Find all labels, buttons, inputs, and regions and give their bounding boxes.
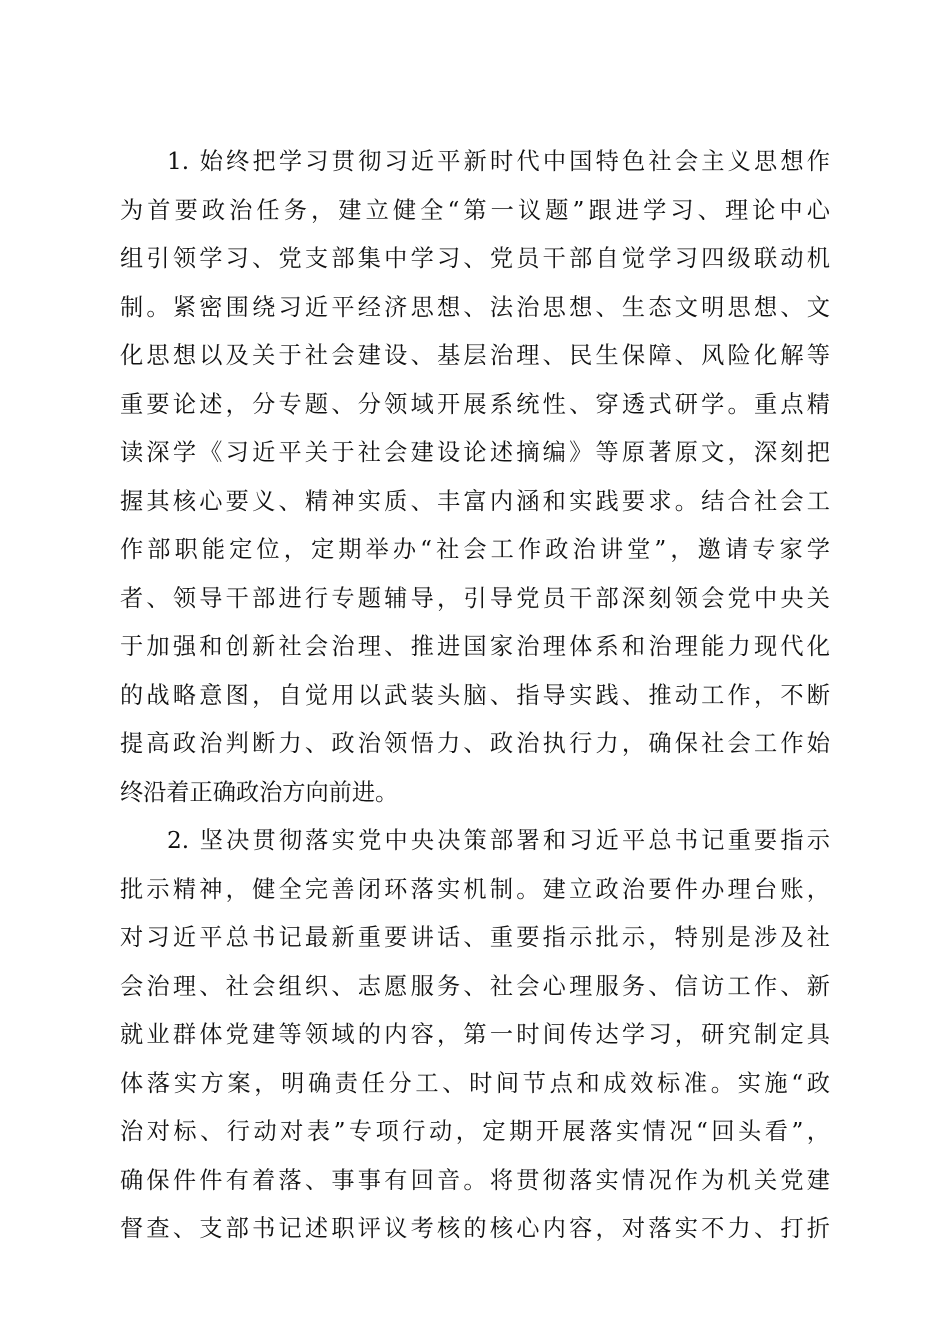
paragraph-line: 化思想以及关于社会建设、基层治理、民生保障、风险化解等 (120, 342, 830, 369)
paragraph-line: 就业群体党建等领域的内容，第一时间传达学习，研究制定具 (120, 1021, 830, 1048)
paragraph-line: 重要论述，分专题、分领域开展系统性、穿透式研学。重点精 (120, 390, 830, 418)
paragraph-line: 批示精神，健全完善闭环落实机制。建立政治要件办理台账， (120, 875, 830, 903)
paragraph-line: 为首要政治任务，建立健全“第一议题”跟进学习、理论中心 (120, 196, 830, 224)
paragraph-line: 握其核心要义、精神实质、丰富内涵和实践要求。结合社会工 (120, 487, 830, 515)
paragraph-line: 提高政治判断力、政治领悟力、政治执行力，确保社会工作始 (120, 730, 830, 757)
paragraph-line: 1. 始终把学习贯彻习近平新时代中国特色社会主义思想作 (167, 148, 830, 175)
paragraph-1 (120, 138, 830, 817)
paragraph-line: 制。紧密围绕习近平经济思想、法治思想、生态文明思想、文 (120, 293, 830, 321)
paragraph-line: 的战略意图，自觉用以武装头脑、指导实践、推动工作，不断 (120, 681, 830, 709)
paragraph-line: 者、领导干部进行专题辅导，引导党员干部深刻领会党中央关 (120, 584, 830, 612)
paragraph-line: 对习近平总书记最新重要讲话、重要指示批示，特别是涉及社 (120, 924, 830, 951)
paragraph-line: 治对标、行动对表”专项行动，定期开展落实情况“回头看”， (120, 1118, 830, 1145)
paragraph-line: 督查、支部书记述职评议考核的核心内容，对落实不力、打折 (120, 1215, 830, 1242)
document-body (120, 138, 830, 1254)
paragraph-line: 体落实方案，明确责任分工、时间节点和成效标准。实施“政 (120, 1069, 830, 1097)
paragraph-line: 终沿着正确政治方向前进。 (120, 778, 399, 806)
paragraph-line: 2. 坚决贯彻落实党中央决策部署和习近平总书记重要指示 (167, 827, 830, 854)
paragraph-2 (120, 817, 830, 1254)
paragraph-line: 读深学《习近平关于社会建设论述摘编》等原著原文，深刻把 (120, 439, 830, 466)
paragraph-line: 确保件件有着落、事事有回音。将贯彻落实情况作为机关党建 (120, 1166, 830, 1194)
paragraph-line: 会治理、社会组织、志愿服务、社会心理服务、信访工作、新 (120, 972, 830, 1000)
paragraph-line: 于加强和创新社会治理、推进国家治理体系和治理能力现代化 (120, 633, 830, 660)
paragraph-line: 组引领学习、党支部集中学习、党员干部自觉学习四级联动机 (120, 245, 830, 272)
paragraph-line: 作部职能定位，定期举办“社会工作政治讲堂”，邀请专家学 (120, 536, 830, 563)
